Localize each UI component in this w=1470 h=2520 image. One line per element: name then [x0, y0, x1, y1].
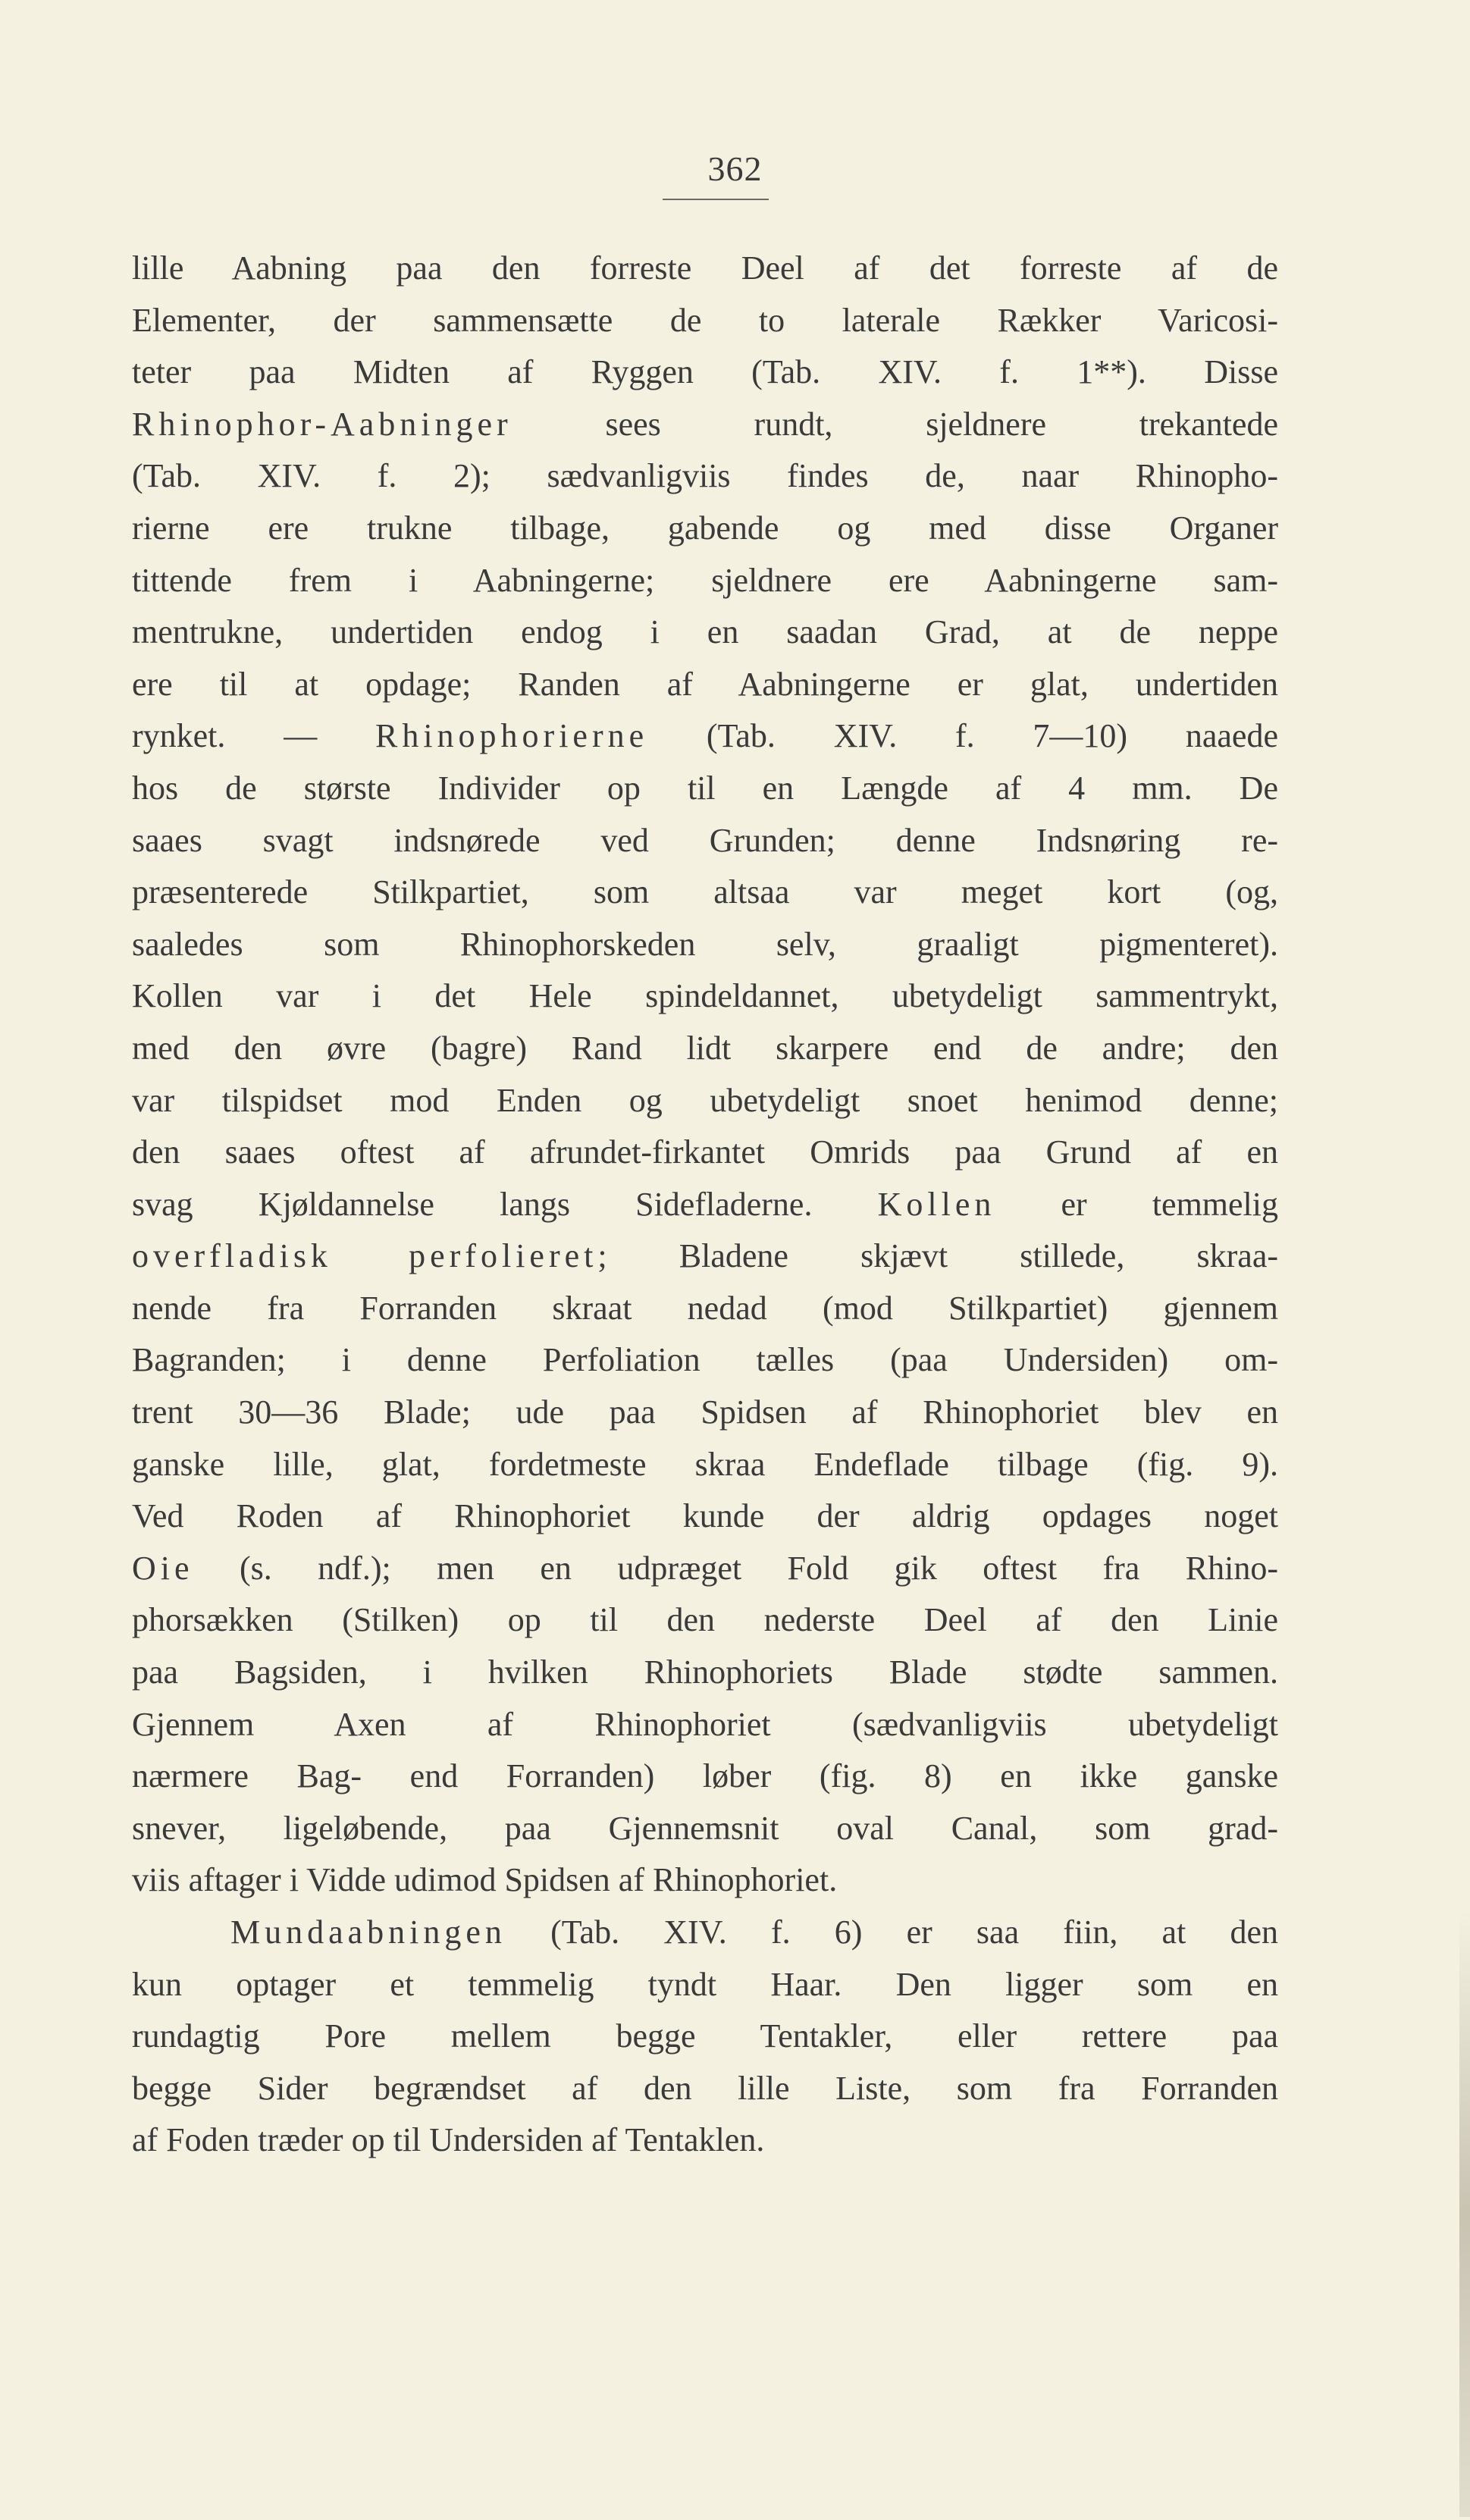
text-line: præsenterede Stilkpartiet, som altsaa var meget kort (og, — [132, 873, 1278, 911]
text-line — [132, 1543, 1278, 1595]
text-line: med den øvre (bagre) Rand lidt skarpere end de andre; den — [132, 1029, 1278, 1067]
text-line — [132, 1230, 1278, 1283]
body-text — [132, 243, 1278, 2167]
text-line: var tilspidset mod Enden og ubetydeligt snoet henimod denne; — [132, 1081, 1278, 1119]
text-line — [132, 1179, 1278, 1231]
text-line: hos de største Individer op til en Længde af 4 mm. De — [132, 769, 1278, 807]
text-line: Elementer, der sammensætte de to laterale Rækker Varicosi- — [132, 301, 1278, 339]
text-line: saaes svagt indsnørede ved Grunden; denne Indsnøring re- — [132, 821, 1278, 859]
text-line: lille Aabning paa den forreste Deel af det forreste af de — [132, 249, 1278, 287]
text-line: Bagranden; i denne Perfoliation tælles (paa Undersiden) om- — [132, 1341, 1278, 1379]
text-line: Gjennem Axen af Rhinophoriet (sædvanligviis ubetydeligt — [132, 1705, 1278, 1743]
text-line: phorsækken (Stilken) op til den nederste Deel af den Linie — [132, 1601, 1278, 1639]
spaced-term: Rhinophor-Aabninger — [132, 405, 512, 443]
page-number: 362 — [707, 149, 763, 188]
text-segment: rynket. — — [132, 717, 375, 755]
text-line: den saaes oftest af afrundet-firkantet Omrids paa Grund af en — [132, 1133, 1278, 1171]
spaced-term: Mundaabningen — [230, 1914, 506, 1951]
page-edge-shadow — [1459, 1910, 1470, 2517]
text-segment: (Tab. XIV. f. 7—10) naaede — [648, 717, 1278, 755]
text-line: Ved Roden af Rhinophoriet kunde der aldrig opdages noget — [132, 1497, 1278, 1535]
text-segment: ; Bladene skjævt stillede, skraa- — [597, 1237, 1279, 1275]
text-segment: er temmelig — [995, 1185, 1278, 1223]
text-line — [132, 710, 1278, 763]
text-line: paa Bagsiden, i hvilken Rhinophoriets Blade stødte sammen. — [132, 1653, 1278, 1691]
text-line: nende fra Forranden skraat nedad (mod Stilkpartiet) gjennem — [132, 1289, 1278, 1327]
text-line: af Foden træder op til Undersiden af Tentaklen. — [132, 2121, 765, 2159]
text-line: rundagtig Pore mellem begge Tentakler, eller rettere paa — [132, 2017, 1278, 2055]
text-line: teter paa Midten af Ryggen (Tab. XIV. f. 1**). Disse — [132, 353, 1278, 391]
text-line: trent 30—36 Blade; ude paa Spidsen af Rhinophoriet blev en — [132, 1393, 1278, 1431]
spaced-term: Kollen — [877, 1185, 996, 1223]
text-line: rierne ere trukne tilbage, gabende og med disse Organer — [132, 509, 1278, 547]
text-line: ere til at opdage; Randen af Aabningerne er glat, undertiden — [132, 665, 1278, 703]
text-segment: (Tab. XIV. f. 6) er saa fiin, at den — [506, 1914, 1278, 1951]
text-line — [132, 1907, 1278, 1959]
page-number-rule — [663, 199, 769, 200]
text-line: snever, ligeløbende, paa Gjennemsnit oval Canal, som grad- — [132, 1809, 1278, 1847]
text-line: tittende frem i Aabningerne; sjeldnere ere Aabningerne sam- — [132, 561, 1278, 599]
spaced-term: Rhinophorierne — [375, 717, 649, 755]
text-line — [132, 399, 1278, 451]
text-segment: (s. ndf.); men en udpræget Fold gik oftest fra Rhino- — [193, 1549, 1278, 1587]
text-line: viis aftager i Vidde udimod Spidsen af Rhinophoriet. — [132, 1861, 838, 1899]
text-segment: svag Kjøldannelse langs Sidefladerne. — [132, 1185, 878, 1223]
text-line: begge Sider begrændset af den lille Liste, som fra Forranden — [132, 2069, 1278, 2107]
spaced-term: overfladisk perfolieret — [132, 1237, 598, 1275]
text-line: Kollen var i det Hele spindeldannet, ubetydeligt sammentrykt, — [132, 977, 1278, 1015]
text-line: kun optager et temmelig tyndt Haar. Den ligger som en — [132, 1965, 1278, 2003]
text-segment: sees rundt, sjeldnere trekantede — [512, 405, 1278, 443]
text-line: nærmere Bag- end Forranden) løber (fig. 8) en ikke ganske — [132, 1757, 1278, 1795]
text-line: ganske lille, glat, fordetmeste skraa Endeflade tilbage (fig. 9). — [132, 1445, 1278, 1483]
text-line: (Tab. XIV. f. 2); sædvanligviis findes de, naar Rhinopho- — [132, 457, 1278, 495]
text-line: mentrukne, undertiden endog i en saadan Grad, at de neppe — [132, 613, 1278, 651]
text-line: saaledes som Rhinophorskeden selv, graaligt pigmenteret). — [132, 925, 1278, 963]
spaced-term: Oie — [132, 1549, 194, 1587]
